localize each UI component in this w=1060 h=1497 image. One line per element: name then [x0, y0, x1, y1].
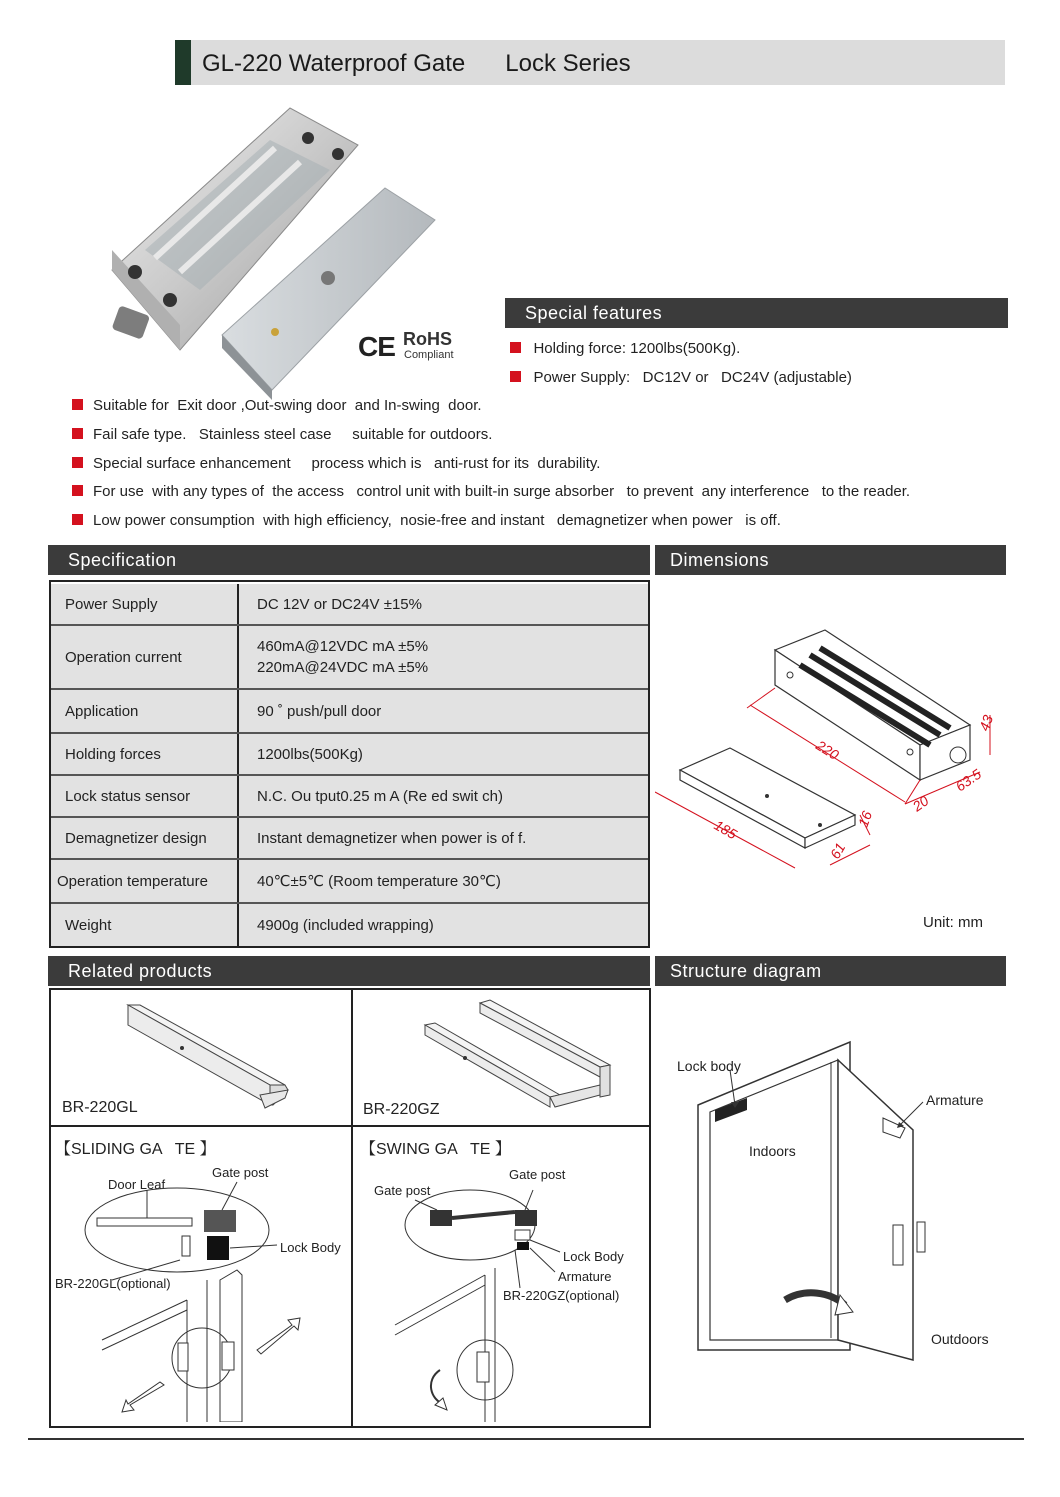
dim-label: 220 [813, 736, 842, 763]
dim-label: 185 [711, 816, 740, 843]
spec-row: Demagnetizer design Instant demagnetizer when power is of f. [51, 818, 648, 860]
page-title: GL-220 Waterproof Gate Lock Series [202, 50, 631, 77]
product-image [90, 100, 450, 400]
dimensions-drawing [655, 620, 1006, 880]
title-accent [175, 40, 191, 85]
structure-label: Lock body [677, 1058, 741, 1074]
grid-divider [351, 990, 353, 1426]
spec-row: Operation current 460mA@12VDC mA ±5% 220mA@24VDC mA ±5% [51, 626, 648, 690]
rohs-mark: RoHS [403, 329, 452, 349]
callout-label: Gate post [509, 1167, 566, 1182]
ce-mark: CE [358, 331, 395, 362]
bullet-icon [72, 428, 83, 439]
dimensions-heading: Dimensions [655, 545, 1006, 575]
spec-table [49, 580, 650, 948]
dim-label: 20 [909, 792, 932, 815]
structure-label: Armature [926, 1092, 984, 1108]
callout-label: Gate post [374, 1183, 431, 1198]
sliding-gate-title: 【SLIDING GA TE 】 [55, 1141, 216, 1158]
special-features-heading: Special features [505, 298, 1008, 328]
unit-label: Unit: mm [923, 914, 983, 931]
spec-row: Power Supply DC 12V or DC24V ±15% [51, 584, 648, 626]
callout-label: Lock Body [280, 1240, 341, 1255]
callout-label: BR-220GZ(optional) [503, 1288, 620, 1303]
spec-row: Operation temperature 40℃±5℃ (Room temperature 30℃) [51, 860, 648, 904]
callout-label: Gate post [212, 1165, 269, 1180]
product-label: BR-220GL [62, 1099, 138, 1116]
product-label: BR-220GZ [363, 1101, 440, 1118]
feature-item: Suitable for Exit door ,Out-swing door and In-swing door. [72, 397, 482, 415]
bullet-icon [72, 485, 83, 496]
callout-label: Armature [558, 1269, 612, 1284]
br-220gz-image [415, 995, 645, 1110]
callout-label: BR-220GL(optional) [55, 1276, 171, 1291]
feature-item: Low power consumption with high efficiency, nosie-free and instant demagnetizer when power is off. [72, 512, 781, 530]
dim-label: 16 [854, 808, 876, 830]
footer-divider [28, 1438, 1024, 1440]
feature-item: Special surface enhancement process which is anti-rust for its durability. [72, 455, 600, 473]
structure-label: Outdoors [931, 1331, 989, 1347]
special-feature-item: Power Supply: DC12V or DC24V (adjustable) [510, 369, 852, 387]
callout-label: Door Leaf [108, 1177, 166, 1192]
spec-row: Lock status sensor N.C. Ou tput0.25 m A (Re ed swit ch) [51, 776, 648, 818]
bullet-icon [510, 342, 521, 353]
dim-label: 63.5 [952, 765, 985, 795]
bullet-icon [510, 371, 521, 382]
special-feature-item: Holding force: 1200lbs(500Kg). [510, 340, 740, 358]
bullet-icon [72, 457, 83, 468]
spec-row: Weight 4900g (included wrapping) [51, 904, 648, 946]
bullet-icon [72, 514, 83, 525]
feature-item: Fail safe type. Stainless steel case suitable for outdoors. [72, 426, 492, 444]
structure-diagram [655, 1030, 1006, 1370]
related-products-heading: Related products [48, 956, 650, 986]
dim-label: 43 [975, 712, 997, 734]
specification-heading: Specification [48, 545, 650, 575]
feature-item: For use with any types of the access control unit with built-in surge absorber to prevent any interference to the reader. [72, 483, 910, 501]
spec-row: Holding forces 1200lbs(500Kg) [51, 734, 648, 776]
dim-label: 61 [826, 840, 849, 862]
spec-row: Application 90 ˚ push/pull door [51, 690, 648, 734]
structure-label: Indoors [749, 1143, 796, 1159]
bullet-icon [72, 399, 83, 410]
swing-gate-diagram [355, 1160, 649, 1422]
structure-diagram-heading: Structure diagram [655, 956, 1006, 986]
callout-label: Lock Body [563, 1249, 624, 1264]
swing-gate-title: 【SWING GA TE 】 [360, 1141, 511, 1158]
grid-divider [51, 1125, 649, 1127]
sliding-gate-diagram [52, 1160, 349, 1422]
br-220gl-image [110, 1000, 310, 1115]
rohs-compliant: Compliant [404, 349, 454, 361]
